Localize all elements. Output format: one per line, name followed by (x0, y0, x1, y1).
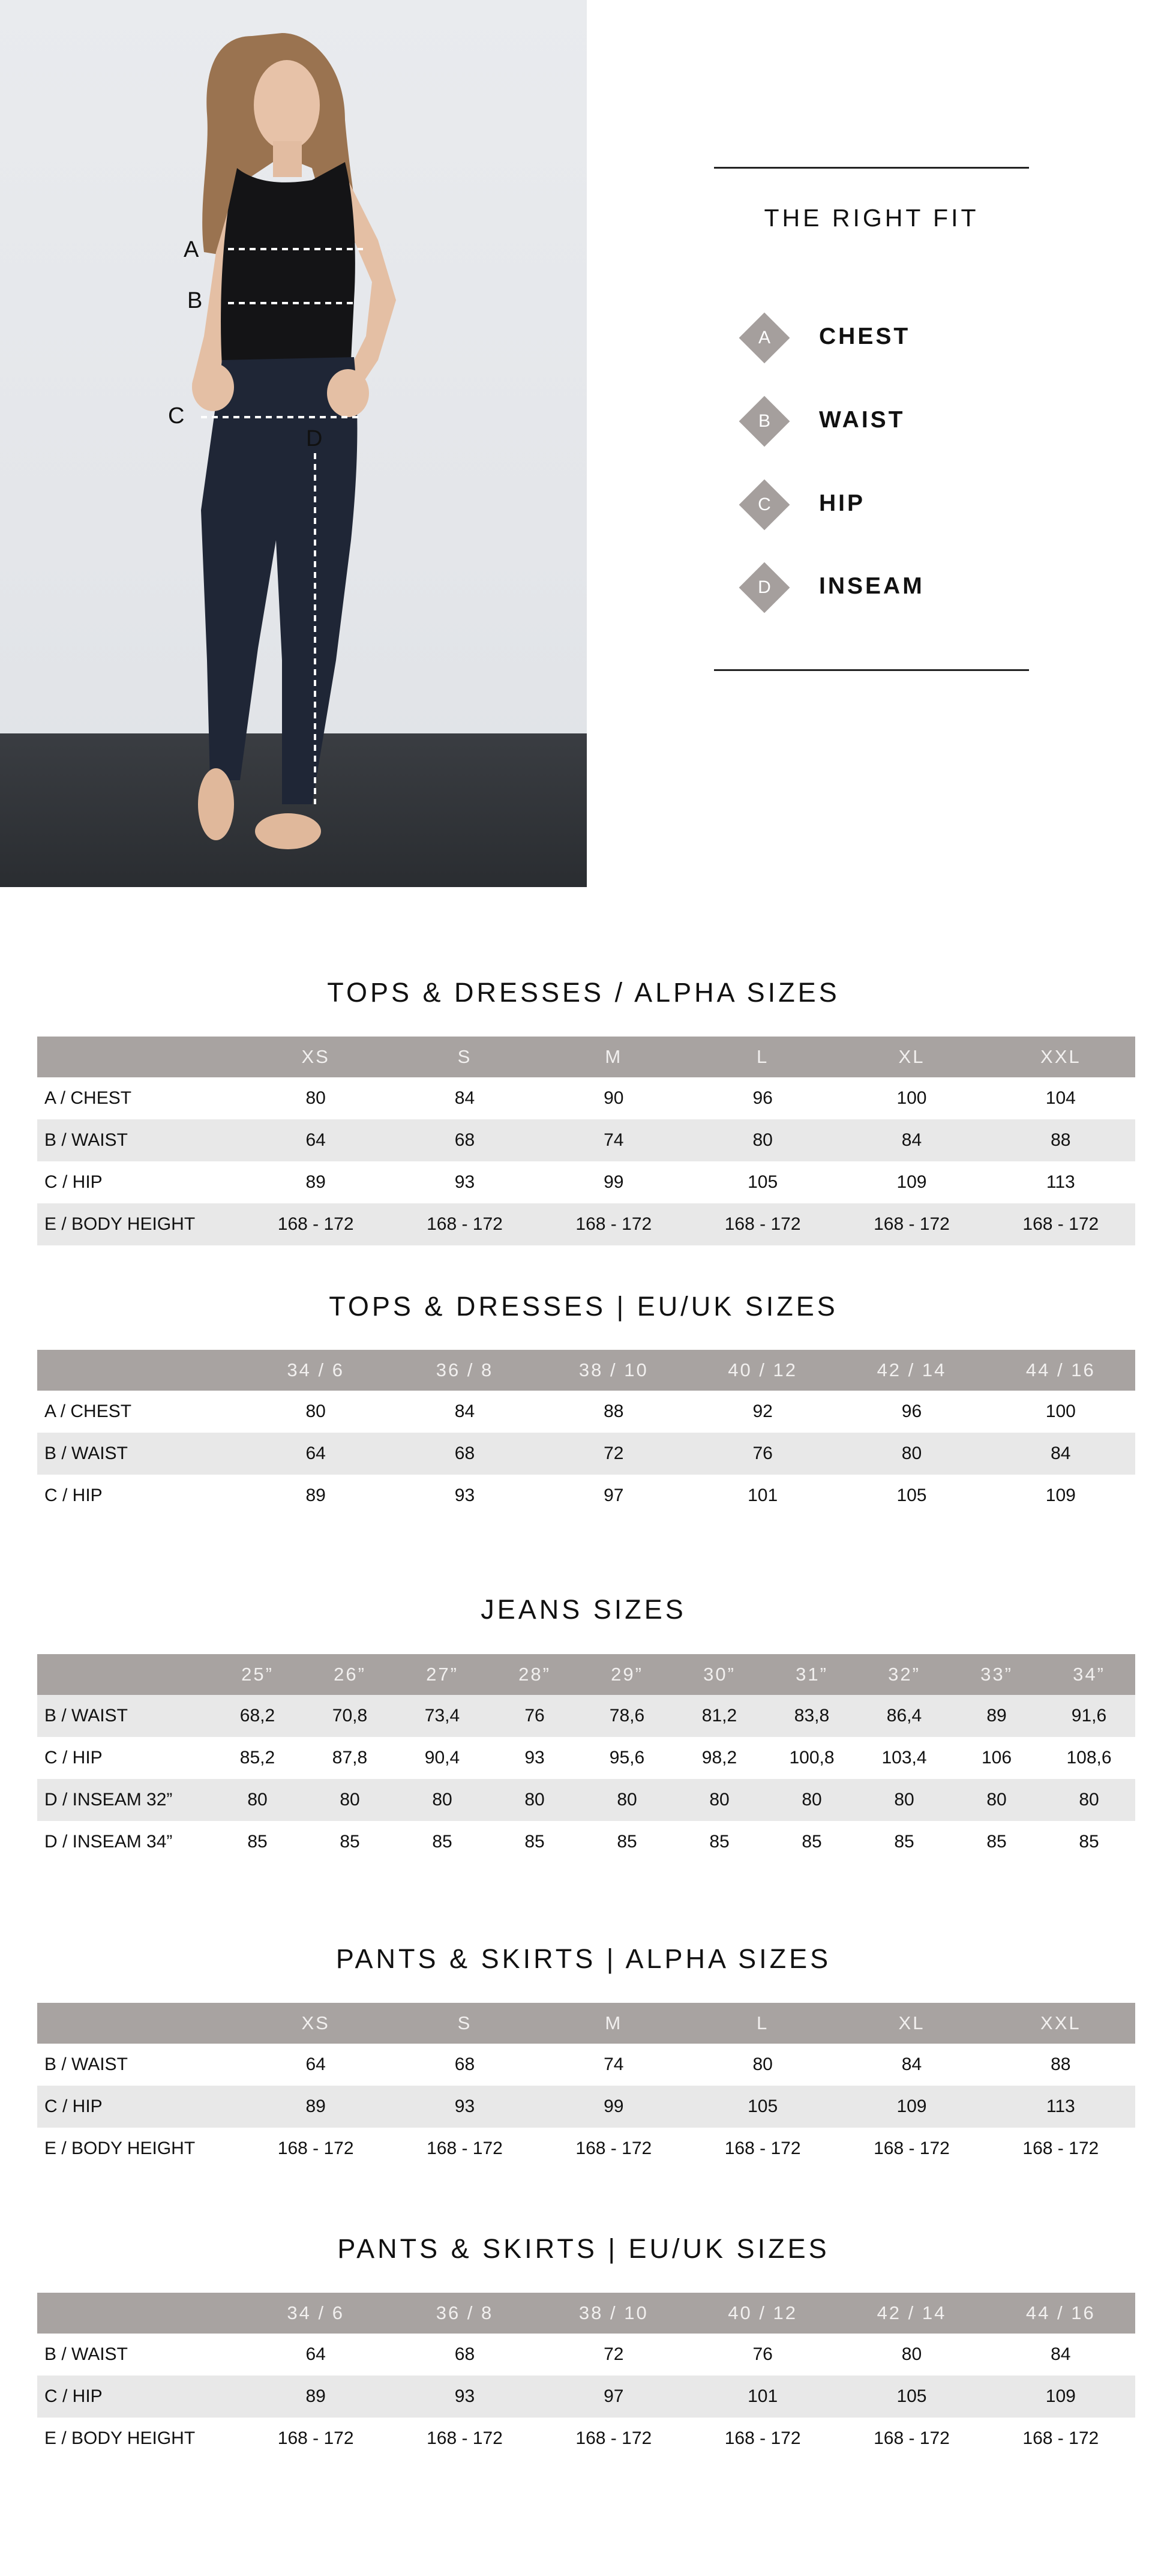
cell: 80 (858, 1779, 950, 1821)
right-fit-title: THE RIGHT FIT (764, 204, 979, 232)
cell: 68 (390, 1433, 539, 1475)
column-header: 34 / 6 (241, 2293, 390, 2334)
cell: 80 (305, 1401, 326, 1421)
cell: 84 (454, 1088, 475, 1108)
column-header: 28” (488, 1654, 581, 1695)
cell: 80 (688, 1119, 837, 1161)
divider-bottom (714, 669, 1029, 671)
column-header: M (539, 2003, 688, 2044)
column-header: 38 / 10 (539, 2293, 688, 2334)
cell: 70,8 (304, 1695, 396, 1737)
cell: 168 - 172 (575, 2428, 652, 2448)
table-row (37, 1119, 1135, 1161)
cell: 68 (454, 2054, 475, 2074)
table-row (37, 1475, 1135, 1517)
cell: 74 (539, 1119, 688, 1161)
cell: 103,4 (881, 1748, 927, 1768)
cell: 92 (752, 1401, 773, 1421)
cell: 68 (454, 2344, 475, 2364)
cell: 80 (488, 1779, 581, 1821)
cell: 108,6 (1066, 1748, 1112, 1768)
cell: 80 (950, 1779, 1043, 1821)
column-header: XS (241, 1037, 390, 1077)
table-row (37, 1737, 1135, 1779)
cell: 168 - 172 (575, 2138, 652, 2158)
cell: 104 (1045, 1088, 1076, 1108)
cell: 85,2 (239, 1748, 275, 1768)
right-fit-panel (714, 162, 1029, 672)
column-header: 44 / 16 (986, 2293, 1135, 2334)
cell: 93 (524, 1748, 545, 1768)
column-header: XL (837, 1037, 986, 1077)
row-label: B / WAIST (37, 1119, 241, 1161)
column-header: 29” (581, 1654, 673, 1695)
cell: 109 (837, 2086, 986, 2128)
column-header: S (390, 1037, 539, 1077)
cell: 168 - 172 (539, 1203, 688, 1245)
header-empty (37, 1654, 211, 1695)
cell: 72 (539, 1433, 688, 1475)
cell: 64 (241, 1119, 390, 1161)
row-label: E / BODY HEIGHT (37, 1203, 241, 1245)
fit-item-letter: B (758, 411, 770, 431)
cell: 80 (581, 1779, 673, 1821)
model-photo (0, 0, 587, 887)
cell: 109 (986, 2376, 1135, 2418)
column-header: 34” (1043, 1654, 1135, 1695)
cell: 93 (390, 2376, 539, 2418)
cell: 85 (432, 1832, 452, 1852)
column-header: 42 / 14 (837, 2293, 986, 2334)
cell: 83,8 (766, 1695, 858, 1737)
row-label: C / HIP (44, 1485, 103, 1505)
cell: 76 (488, 1695, 581, 1737)
row-label: B / WAIST (37, 1433, 241, 1475)
cell: 168 - 172 (724, 2428, 801, 2448)
size-table-tops-euuk (37, 1350, 1135, 1517)
cell: 89 (241, 2376, 390, 2418)
fit-item-name: INSEAM (819, 573, 925, 599)
cell: 85 (802, 1832, 822, 1852)
cell: 97 (539, 2376, 688, 2418)
column-header: 40 / 12 (688, 1350, 837, 1391)
row-label: D / INSEAM 34” (44, 1832, 173, 1852)
cell: 168 - 172 (241, 1203, 390, 1245)
column-header: 27” (396, 1654, 488, 1695)
cell: 101 (688, 2376, 837, 2418)
cell: 168 - 172 (427, 2138, 503, 2158)
cell: 88 (986, 1119, 1135, 1161)
cell: 106 (981, 1748, 1012, 1768)
column-header: 32” (858, 1654, 950, 1695)
table-header-row (37, 1037, 1135, 1077)
cell: 84 (1051, 2344, 1071, 2364)
row-label: B / WAIST (44, 2054, 128, 2074)
cell: 85 (1079, 1832, 1099, 1852)
column-header: 40 / 12 (688, 2293, 837, 2334)
table-row (37, 1779, 1135, 1821)
row-label: A / CHEST (44, 1401, 132, 1421)
cell: 85 (524, 1832, 545, 1852)
table-row (37, 1433, 1135, 1475)
fit-item-name: WAIST (819, 407, 905, 433)
cell: 76 (688, 1433, 837, 1475)
column-header: 33” (950, 1654, 1043, 1695)
column-header: XS (241, 2003, 390, 2044)
column-header: 36 / 8 (390, 2293, 539, 2334)
table-row (37, 1077, 1135, 1119)
cell: 168 - 172 (1022, 2138, 1099, 2158)
column-header: 38 / 10 (539, 1350, 688, 1391)
cell: 89 (305, 1485, 326, 1505)
table-row (37, 1161, 1135, 1203)
cell: 95,6 (609, 1748, 645, 1768)
cell: 85 (709, 1832, 730, 1852)
cell: 72 (604, 2344, 624, 2364)
table-row (37, 2334, 1135, 2376)
cell: 80 (396, 1779, 488, 1821)
cell: 89 (950, 1695, 1043, 1737)
cell: 86,4 (858, 1695, 950, 1737)
cell: 80 (673, 1779, 766, 1821)
cell: 85 (894, 1832, 914, 1852)
table-header-row (37, 2293, 1135, 2334)
fit-item-name: CHEST (819, 324, 911, 349)
row-label: C / HIP (37, 2086, 241, 2128)
cell: 91,6 (1043, 1695, 1135, 1737)
cell: 88 (1051, 2054, 1071, 2074)
cell: 80 (837, 1433, 986, 1475)
cell: 81,2 (673, 1695, 766, 1737)
photo-label-d: D (306, 426, 323, 451)
size-table-tops-alpha (37, 1037, 1135, 1245)
cell: 168 - 172 (390, 1203, 539, 1245)
row-label: C / HIP (44, 1172, 103, 1192)
fit-item-letter: D (758, 577, 771, 597)
cell: 113 (986, 2086, 1135, 2128)
cell: 97 (604, 1485, 624, 1505)
cell: 80 (304, 1779, 396, 1821)
cell: 105 (837, 2376, 986, 2418)
table-row (37, 2086, 1135, 2128)
cell: 109 (1045, 1485, 1076, 1505)
table-row (37, 2044, 1135, 2086)
cell: 168 - 172 (427, 2428, 503, 2448)
cell: 88 (604, 1401, 624, 1421)
column-header: 44 / 16 (986, 1350, 1135, 1391)
cell: 80 (211, 1779, 304, 1821)
row-label: B / WAIST (44, 2344, 128, 2364)
cell: 96 (752, 1088, 773, 1108)
row-label: C / HIP (37, 2376, 241, 2418)
cell: 93 (454, 1172, 475, 1192)
header-empty (37, 2293, 241, 2334)
divider-top (714, 167, 1029, 169)
fit-item-waist (732, 393, 1020, 453)
cell: 64 (305, 2344, 326, 2364)
column-header: L (688, 1037, 837, 1077)
cell: 84 (986, 1433, 1135, 1475)
cell: 76 (752, 2344, 773, 2364)
cell: 80 (752, 2054, 773, 2074)
cell: 80 (1043, 1779, 1135, 1821)
cell: 80 (901, 2344, 922, 2364)
row-label: A / CHEST (44, 1088, 132, 1108)
column-header: 42 / 14 (837, 1350, 986, 1391)
cell: 100 (896, 1088, 927, 1108)
photo-label-b: B (187, 288, 203, 313)
size-table-pants-euuk (37, 2293, 1135, 2460)
cell: 100 (1045, 1401, 1076, 1421)
cell: 105 (688, 2086, 837, 2128)
table-row (37, 2376, 1135, 2418)
fit-item-name: HIP (819, 490, 866, 516)
cell: 93 (454, 1485, 475, 1505)
cell: 84 (901, 2054, 922, 2074)
column-header: 36 / 8 (390, 1350, 539, 1391)
column-header: XXL (986, 2003, 1135, 2044)
cell: 80 (305, 1088, 326, 1108)
row-label: B / WAIST (37, 1695, 211, 1737)
cell: 80 (766, 1779, 858, 1821)
cell: 168 - 172 (724, 2138, 801, 2158)
header-empty (37, 1350, 241, 1391)
size-table-pants-alpha (37, 2003, 1135, 2170)
header-empty (37, 1037, 241, 1077)
cell: 105 (896, 1485, 927, 1505)
row-label: C / HIP (44, 1748, 103, 1768)
cell: 100,8 (789, 1748, 835, 1768)
cell: 99 (539, 2086, 688, 2128)
cell: 168 - 172 (1022, 2428, 1099, 2448)
column-header: 26” (304, 1654, 396, 1695)
cell: 99 (604, 1172, 624, 1192)
row-label: E / BODY HEIGHT (44, 2428, 196, 2448)
cell: 90 (604, 1088, 624, 1108)
cell: 93 (390, 2086, 539, 2128)
cell: 68 (390, 1119, 539, 1161)
cell: 168 - 172 (277, 2428, 354, 2448)
column-header: 31” (766, 1654, 858, 1695)
cell: 73,4 (396, 1695, 488, 1737)
cell: 85 (617, 1832, 637, 1852)
header-empty (37, 2003, 241, 2044)
cell: 168 - 172 (688, 1203, 837, 1245)
cell: 89 (241, 2086, 390, 2128)
table-row (37, 1821, 1135, 1863)
cell: 85 (340, 1832, 360, 1852)
column-header: XL (837, 2003, 986, 2044)
fit-item-letter: C (758, 495, 771, 514)
column-header: M (539, 1037, 688, 1077)
table-header-row (37, 2003, 1135, 2044)
photo-label-a: A (184, 237, 199, 262)
column-header: 34 / 6 (241, 1350, 390, 1391)
cell: 168 - 172 (837, 1203, 986, 1245)
table-row (37, 1391, 1135, 1433)
fit-item-hip (732, 476, 1020, 536)
cell: 68,2 (211, 1695, 304, 1737)
row-label: E / BODY HEIGHT (44, 2138, 196, 2158)
cell: 98,2 (701, 1748, 737, 1768)
cell: 64 (241, 1433, 390, 1475)
column-header: XXL (986, 1037, 1135, 1077)
cell: 168 - 172 (874, 2428, 950, 2448)
cell: 85 (247, 1832, 268, 1852)
cell: 113 (1046, 1172, 1075, 1192)
cell: 89 (305, 1172, 326, 1192)
fit-item-chest (732, 309, 1020, 369)
table-row (37, 2128, 1135, 2170)
table-row (37, 1695, 1135, 1737)
table-header-row (37, 1350, 1135, 1391)
cell: 168 - 172 (986, 1203, 1135, 1245)
cell: 168 - 172 (874, 2138, 950, 2158)
table-row (37, 2418, 1135, 2460)
section-title-pants-euuk: PANTS & SKIRTS | EU/UK SIZES (337, 2233, 830, 2264)
section-title-tops-alpha: TOPS & DRESSES / ALPHA SIZES (327, 977, 840, 1008)
column-header: 30” (673, 1654, 766, 1695)
cell: 168 - 172 (277, 2138, 354, 2158)
section-title-tops-euuk: TOPS & DRESSES | EU/UK SIZES (329, 1291, 838, 1322)
column-header: 25” (211, 1654, 304, 1695)
cell: 84 (837, 1119, 986, 1161)
section-title-pants-alpha: PANTS & SKIRTS | ALPHA SIZES (335, 1943, 832, 1974)
cell: 84 (454, 1401, 475, 1421)
table-header-row (37, 1654, 1135, 1695)
cell: 101 (748, 1485, 778, 1505)
fit-item-inseam (732, 559, 1020, 619)
size-table-jeans (37, 1654, 1135, 1863)
cell: 64 (305, 2054, 326, 2074)
cell: 96 (901, 1401, 922, 1421)
model-figure (0, 0, 587, 887)
cell: 78,6 (581, 1695, 673, 1737)
row-label: D / INSEAM 32” (37, 1779, 211, 1821)
section-title-jeans: JEANS SIZES (481, 1594, 686, 1625)
cell: 90,4 (424, 1748, 460, 1768)
table-row (37, 1203, 1135, 1245)
cell: 74 (604, 2054, 624, 2074)
cell: 85 (986, 1832, 1007, 1852)
fit-item-letter: A (758, 328, 770, 348)
cell: 109 (896, 1172, 927, 1192)
cell: 87,8 (332, 1748, 368, 1768)
cell: 105 (748, 1172, 778, 1192)
photo-label-c: C (168, 403, 185, 429)
column-header: L (688, 2003, 837, 2044)
column-header: S (390, 2003, 539, 2044)
